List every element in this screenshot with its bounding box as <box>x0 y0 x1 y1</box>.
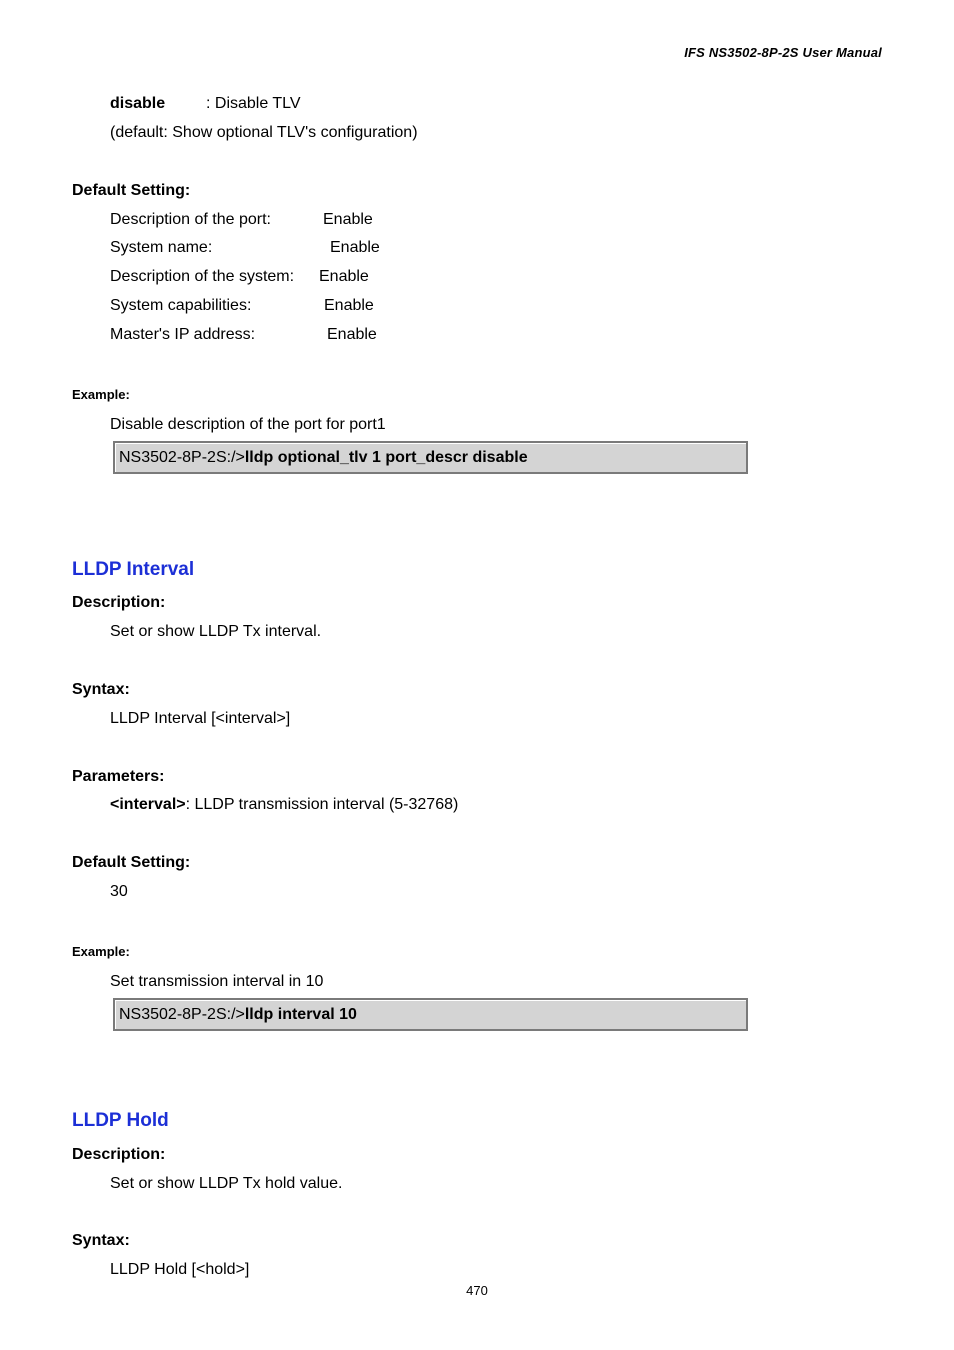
default-name: Description of the system: <box>110 268 295 285</box>
default-value: Enable <box>323 211 373 228</box>
default-setting-label: Default Setting: <box>72 182 191 199</box>
default-value: Enable <box>330 239 380 256</box>
command-line <box>119 448 528 468</box>
parameter-line <box>110 795 458 815</box>
command-box <box>113 441 748 474</box>
command-text: lldp interval 10 <box>244 1006 357 1023</box>
default-name: Master's IP address: <box>110 326 256 343</box>
command-text: lldp optional_tlv 1 port_descr disable <box>244 449 528 466</box>
parameter-description: : LLDP transmission interval (5-32768) <box>185 796 459 813</box>
parameter-name: <interval> <box>110 796 186 813</box>
syntax-text: LLDP Hold [<hold>] <box>110 1261 250 1278</box>
example-description: Set transmission interval in 10 <box>110 973 324 990</box>
command-line <box>119 1005 357 1025</box>
description-text: Set or show LLDP Tx interval. <box>110 623 322 640</box>
example-description: Disable description of the port for port1 <box>110 416 386 433</box>
disable-description: : Disable TLV <box>206 95 301 112</box>
description-label: Description: <box>72 1146 166 1163</box>
default-value: 30 <box>110 883 128 900</box>
command-prompt: NS3502-8P-2S:/> <box>119 1006 245 1023</box>
example-label: Example: <box>72 387 130 402</box>
section-title-lldp-hold: LLDP Hold <box>72 1110 169 1131</box>
syntax-label: Syntax: <box>72 1232 130 1249</box>
command-prompt: NS3502-8P-2S:/> <box>119 449 245 466</box>
example-label: Example: <box>72 944 130 959</box>
parameters-label: Parameters: <box>72 768 165 785</box>
default-note: (default: Show optional TLV's configuration) <box>110 124 418 141</box>
command-box <box>113 998 748 1031</box>
section-title-lldp-interval: LLDP Interval <box>72 559 195 580</box>
syntax-text: LLDP Interval [<interval>] <box>110 710 291 727</box>
default-value: Enable <box>319 268 369 285</box>
default-name: System capabilities: <box>110 297 252 314</box>
default-setting-label: Default Setting: <box>72 854 191 871</box>
default-value: Enable <box>327 326 377 343</box>
description-text: Set or show LLDP Tx hold value. <box>110 1175 343 1192</box>
description-label: Description: <box>72 594 166 611</box>
page-number: 470 <box>466 1283 488 1298</box>
disable-keyword: disable <box>110 95 166 112</box>
header-title: IFS NS3502-8P-2S User Manual <box>684 45 882 60</box>
default-value: Enable <box>324 297 374 314</box>
default-name: Description of the port: <box>110 211 271 228</box>
default-name: System name: <box>110 239 213 256</box>
syntax-label: Syntax: <box>72 681 130 698</box>
